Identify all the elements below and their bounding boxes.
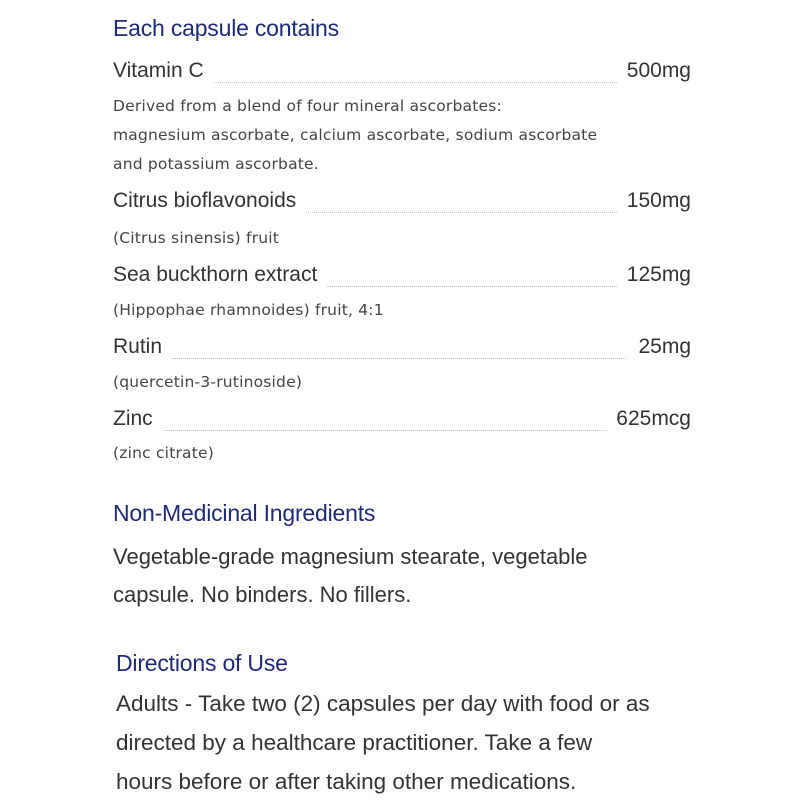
- text-line: directed by a healthcare practitioner. Take a few: [116, 730, 593, 755]
- text-line: Adults - Take two (2) capsules per day with food or as: [116, 691, 650, 716]
- ingredient-row-vitamin-c: [113, 59, 691, 83]
- ingredient-description: [113, 92, 713, 179]
- ingredient-amount: 625mcg: [616, 407, 691, 430]
- directions-text: [116, 684, 650, 800]
- leader-dots: [163, 430, 607, 431]
- ingredient-row-rutin: [113, 335, 691, 359]
- capsule-contents-heading: Each capsule contains: [113, 15, 339, 41]
- description-line: Derived from a blend of four mineral ascorbates:: [113, 97, 502, 115]
- ingredient-description: [113, 439, 713, 468]
- ingredient-description: [113, 368, 713, 397]
- description-line: (zinc citrate): [113, 444, 214, 462]
- non-medicinal-text: [113, 538, 588, 614]
- leader-dots: [327, 286, 617, 287]
- ingredient-row-sea-buckthorn: [113, 263, 691, 287]
- description-line: and potassium ascorbate.: [113, 155, 319, 173]
- text-line: capsule. No binders. No fillers.: [113, 582, 412, 607]
- leader-dots: [306, 212, 617, 213]
- ingredient-amount: 500mg: [626, 59, 691, 82]
- leader-dots: [172, 358, 628, 359]
- ingredient-name: Rutin: [113, 335, 163, 358]
- ingredient-description: [113, 224, 713, 253]
- ingredient-row-zinc: [113, 407, 691, 431]
- directions-heading: Directions of Use: [116, 650, 288, 676]
- description-line: (Citrus sinensis) fruit: [113, 229, 280, 247]
- ingredient-name: Citrus bioflavonoids: [113, 189, 297, 212]
- ingredient-name: Zinc: [113, 407, 153, 430]
- non-medicinal-heading: Non-Medicinal Ingredients: [113, 500, 376, 526]
- description-line: magnesium ascorbate, calcium ascorbate, sodium ascorbate: [113, 126, 598, 144]
- description-line: (Hippophae rhamnoides) fruit, 4:1: [113, 301, 384, 319]
- ingredient-row-citrus-bioflavonoids: [113, 189, 691, 213]
- ingredient-description: [113, 296, 713, 325]
- ingredient-amount: 125mg: [626, 263, 691, 286]
- text-line: Vegetable-grade magnesium stearate, vegetable: [113, 544, 588, 569]
- text-line: hours before or after taking other medications.: [116, 769, 577, 794]
- ingredient-amount: 150mg: [626, 189, 691, 212]
- description-line: (quercetin-3-rutinoside): [113, 373, 303, 391]
- ingredient-name: Vitamin C: [113, 59, 204, 82]
- leader-dots: [214, 82, 617, 83]
- ingredient-name: Sea buckthorn extract: [113, 263, 318, 286]
- ingredient-amount: 25mg: [638, 335, 691, 358]
